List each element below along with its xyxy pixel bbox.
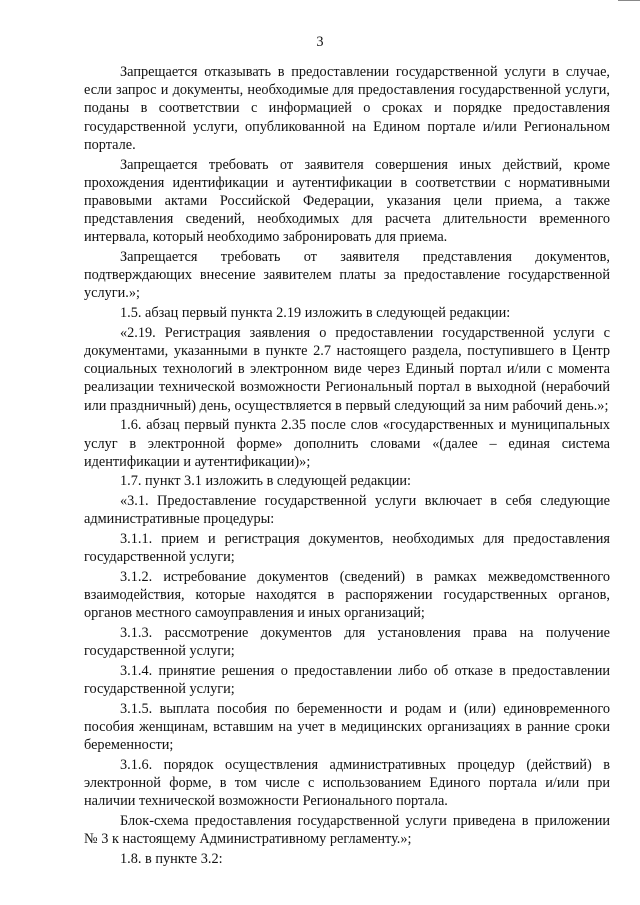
paragraph: «2.19. Регистрация заявления о предоставлении государственной услуги с документами, указанными в пункте 2.7 настоящего раздела, поступившего в Центр социальных технологий в электронном виде через Единый портал и/или с момента реализации технической возможности Региональный портал в выходной (нерабочий или праздничный) день, осуществляется в первый следующий за ним рабочий день.»;	[84, 324, 610, 414]
paragraph: 3.1.4. принятие решения о предоставлении либо об отказе в предоставлении государственной услуги;	[84, 663, 610, 698]
paragraph: 3.1.5. выплата пособия по беременности и родам и (или) единовременного пособия женщинам, вставшим на учет в медицинских организациях в ранние сроки беременности;	[84, 700, 610, 754]
page-number: 3	[316, 34, 324, 50]
paragraph: Запрещается требовать от заявителя совершения иных действий, кроме прохождения идентификации и аутентификации в соответствии с нормативными правовыми актами Российской Федерации, указания цели приема, а также представления сведений, необходимых для расчета длительности временного интервала, который необходимо забронировать для приема.	[84, 156, 610, 246]
paragraph: Запрещается требовать от заявителя представления документов, подтверждающих внесение заявителем платы за предоставление государственной услуги.»;	[84, 249, 610, 302]
paragraph: 3.1.3. рассмотрение документов для установления права на получение государственной услуги;	[84, 625, 610, 660]
paragraph: 3.1.1. прием и регистрация документов, необходимых для предоставления государственной услуги;	[84, 531, 610, 566]
paragraph: 3.1.6. порядок осуществления административных процедур (действий) в электронной форме, в том числе с использованием Единого портала и/или при наличии технической возможности Регионального портала.	[84, 757, 610, 810]
paragraph: Блок-схема предоставления государственной услуги приведена в приложении № 3 к настоящему Административному регламенту.»;	[84, 813, 610, 848]
paragraph: 1.6. абзац первый пункта 2.35 после слов «государственных и муниципальных услуг в электронной форме» дополнить словами «(далее – единая система идентификации и аутентификации)»;	[84, 417, 610, 470]
paragraph: 3.1.2. истребование документов (сведений) в рамках межведомственного взаимодействия, которые находятся в распоряжении государственных органов, органов местного самоуправления и иных организаций;	[84, 568, 610, 622]
paragraph: Запрещается отказывать в предоставлении государственной услуги в случае, если запрос и документы, необходимые для предоставления государственной услуги, поданы в соответствии с информацией о сроках и порядке предоставления государственной услуги, опубликованной на Едином портале и/или Региональном портале.	[84, 64, 610, 153]
paragraph: 1.8. в пункте 3.2:	[120, 851, 223, 868]
corner-mark	[618, 0, 640, 1]
paragraph: 1.7. пункт 3.1 изложить в следующей редакции:	[120, 473, 412, 490]
paragraph: «3.1. Предоставление государственной услуги включает в себя следующие административные процедуры:	[84, 493, 610, 528]
paragraph: 1.5. абзац первый пункта 2.19 изложить в следующей редакции:	[120, 305, 511, 322]
document-body	[84, 63, 610, 870]
